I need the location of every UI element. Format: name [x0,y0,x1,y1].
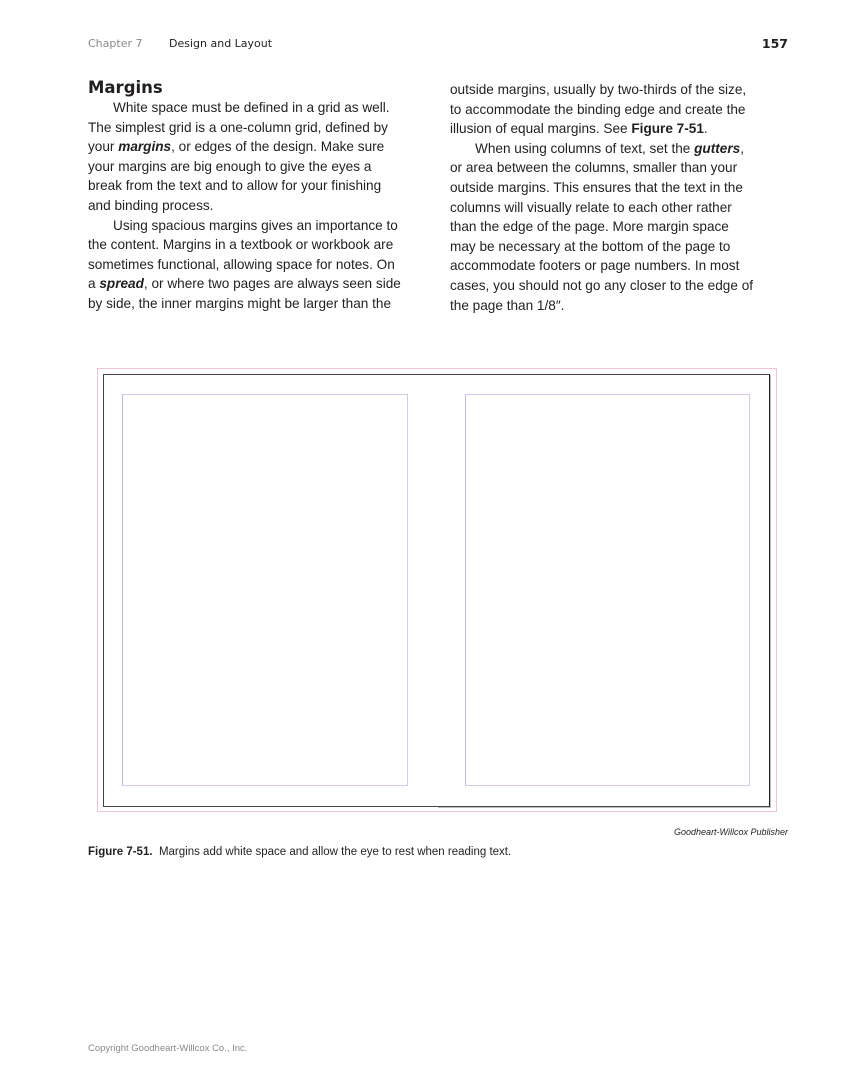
text-line: illusion of equal margins. See Figure 7-51. [450,121,708,137]
text-line: and binding process. [88,197,214,213]
margin-guide-left [122,394,408,786]
text-line: your margins, or edges of the design. Make sure [88,139,385,155]
text-line: to accommodate the binding edge and create the [450,101,746,117]
text-line: Using spacious margins gives an importance to [113,217,398,233]
chapter-title: Design and Layout [169,37,273,50]
text-column-left [88,78,428,314]
copyright-notice: Copyright Goodheart-Willcox Co., Inc. [88,1043,248,1054]
text-column-right [450,80,790,315]
chapter-label: Chapter 7 [88,37,143,50]
section-heading: Margins [88,78,163,97]
caption-text: Margins add white space and allow the eye to rest when reading text. [158,846,512,858]
text-line: a spread, or where two pages are always seen side [88,276,401,292]
text-line: the page than 1/8″. [450,297,565,313]
figure-credit: Goodheart-Willcox Publisher [674,827,788,837]
text-line: your margins are big enough to give the eyes a [88,158,372,174]
text-line: by side, the inner margins might be larger than the [88,295,392,311]
text-line: columns will visually relate to each other rather [450,199,732,215]
text-line: than the edge of the page. More margin space [450,219,729,235]
key-term-spread: spread [99,276,144,292]
spread-page-left [103,374,438,807]
text-line: outside margins, usually by two-thirds of the size, [450,82,747,97]
key-term-margins: margins [118,139,172,155]
margin-guide-right [465,394,750,786]
running-head [88,37,788,53]
figure-caption [88,846,511,858]
text-line: White space must be defined in a grid as well. [113,100,390,115]
text-line: sometimes functional, allowing space for notes. On [88,256,395,272]
spread-page-right [437,374,770,807]
text-line: The simplest grid is a one-column grid, defined by [88,119,388,135]
text-line: the content. Margins in a textbook or workbook are [88,237,394,253]
text-line: break from the text and to allow for your finishing [88,178,382,194]
text-line: cases, you should not go any closer to the edge of [450,277,754,293]
text-line: or area between the columns, smaller than your [450,160,738,176]
text-line: may be necessary at the bottom of the page to [450,238,731,254]
key-term-gutters: gutters [694,140,741,156]
figure-spread-diagram [97,368,777,812]
text-line: accommodate footers or page numbers. In most [450,258,740,274]
text-line: When using columns of text, set the gutters, [475,140,744,156]
page-number: 157 [761,36,788,51]
caption-label: Figure 7-51. [88,846,153,858]
text-line: outside margins. This ensures that the text in the [450,179,743,195]
figure-reference: Figure 7-51 [631,121,704,137]
